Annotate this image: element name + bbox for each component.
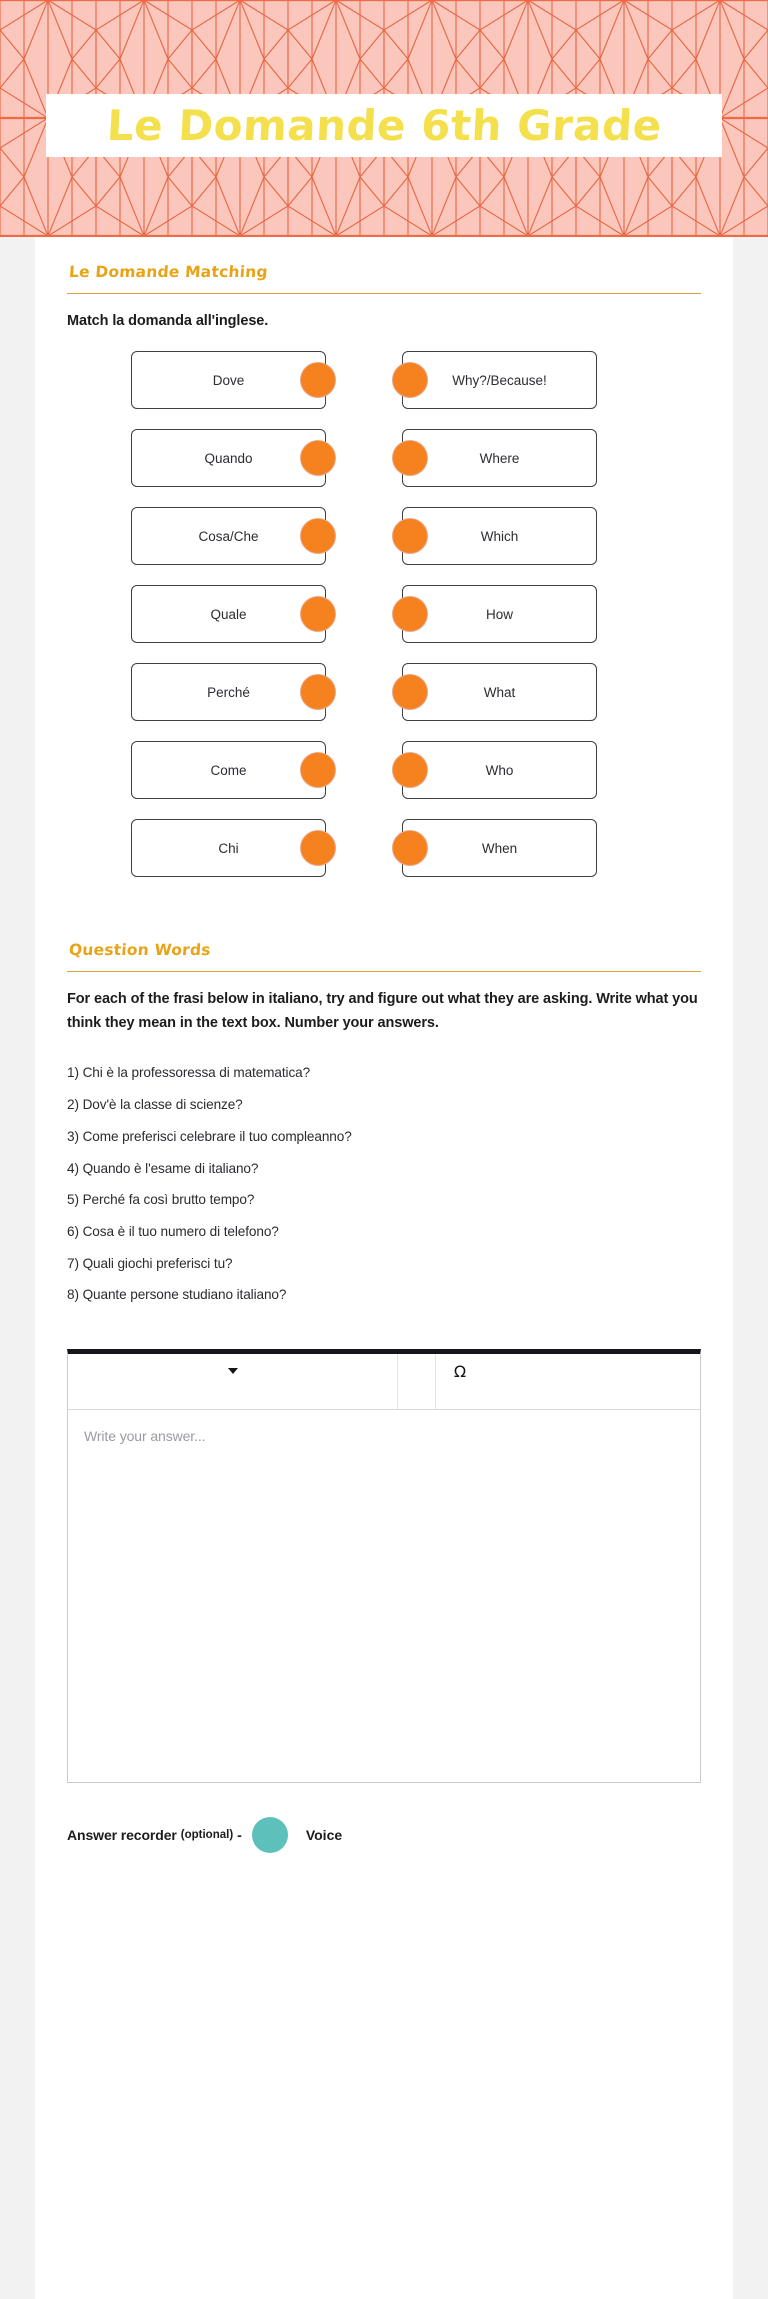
match-right-label: How (402, 585, 597, 643)
match-right-item[interactable] (402, 351, 597, 409)
question-words-heading: Question Words (68, 941, 212, 960)
question-words-section (67, 941, 701, 1305)
match-right-label: Who (402, 741, 597, 799)
match-right-label: What (402, 663, 597, 721)
match-connector-dot-left[interactable] (300, 752, 336, 788)
match-connector-dot-right[interactable] (392, 830, 428, 866)
match-connector-dot-left[interactable] (300, 596, 336, 632)
matching-instruction: Match la domanda all'inglese. (67, 313, 269, 329)
voice-label: Voice (305, 1827, 343, 1844)
match-connector-dot-left[interactable] (300, 440, 336, 476)
match-connector-dot-right[interactable] (392, 752, 428, 788)
match-connector-dot-left[interactable] (300, 830, 336, 866)
match-right-item[interactable] (402, 507, 597, 565)
question-words-instruction: For each of the frasi below in italiano, try and figure out what they are asking. Write what you think they mean in the text box. Number your answers. (67, 991, 698, 1031)
match-left-label: Quale (131, 585, 326, 643)
match-left-item[interactable] (131, 351, 326, 409)
list-item: 8) Quante persone studiano italiano? (67, 1287, 287, 1303)
matching-section (67, 263, 701, 891)
match-right-label: When (402, 819, 597, 877)
match-connector-dot-right[interactable] (392, 518, 428, 554)
match-connector-dot-left[interactable] (300, 674, 336, 710)
answer-editor (67, 1349, 701, 1783)
match-left-label: Come (131, 741, 326, 799)
question-list (67, 1063, 701, 1305)
match-connector-dot-left[interactable] (300, 362, 336, 398)
match-left-item[interactable] (131, 741, 326, 799)
match-left-item[interactable] (131, 429, 326, 487)
special-character-button[interactable]: Ω (453, 1362, 467, 1382)
match-row (67, 585, 701, 643)
page-title: Le Domande 6th Grade (105, 100, 663, 150)
match-left-item[interactable] (131, 663, 326, 721)
match-connector-dot-left[interactable] (300, 518, 336, 554)
match-row (67, 741, 701, 799)
match-left-label: Dove (131, 351, 326, 409)
answer-textarea[interactable] (68, 1410, 700, 1782)
answer-recorder-dash: - (237, 1827, 242, 1844)
worksheet-card (35, 237, 733, 2299)
answer-recorder-optional: (optional) (180, 1829, 234, 1842)
match-right-item[interactable] (402, 663, 597, 721)
match-right-item[interactable] (402, 819, 597, 877)
match-left-label: Cosa/Che (131, 507, 326, 565)
matching-heading-divider (67, 293, 701, 294)
editor-toolbar (68, 1354, 700, 1410)
match-left-item[interactable] (131, 507, 326, 565)
match-left-label: Chi (131, 819, 326, 877)
list-item: 6) Cosa è il tuo numero di telefono? (67, 1223, 279, 1239)
chevron-down-icon (228, 1368, 238, 1374)
match-right-item[interactable] (402, 585, 597, 643)
list-item: 5) Perché fa così brutto tempo? (67, 1192, 255, 1208)
title-plate (46, 94, 722, 157)
match-left-item[interactable] (131, 819, 326, 877)
match-right-label: Which (402, 507, 597, 565)
match-right-label: Where (402, 429, 597, 487)
text-style-dropdown[interactable] (68, 1354, 398, 1409)
list-item: 1) Chi è la professoressa di matematica? (67, 1065, 311, 1081)
matching-grid (67, 351, 701, 891)
toolbar-divider (398, 1354, 436, 1409)
answer-placeholder: Write your answer... (84, 1428, 206, 1445)
match-row (67, 351, 701, 409)
match-row (67, 429, 701, 487)
match-left-label: Quando (131, 429, 326, 487)
matching-section-heading: Le Domande Matching (68, 263, 269, 281)
match-connector-dot-right[interactable] (392, 440, 428, 476)
match-left-item[interactable] (131, 585, 326, 643)
answer-recorder-row (67, 1817, 701, 1853)
match-right-item[interactable] (402, 741, 597, 799)
list-item: 7) Quali giochi preferisci tu? (67, 1255, 233, 1271)
match-right-label: Why?/Because! (402, 351, 597, 409)
list-item: 2) Dov'è la classe di scienze? (67, 1097, 243, 1113)
match-left-label: Perché (131, 663, 326, 721)
match-connector-dot-right[interactable] (392, 362, 428, 398)
match-connector-dot-right[interactable] (392, 596, 428, 632)
match-row (67, 507, 701, 565)
match-right-item[interactable] (402, 429, 597, 487)
list-item: 3) Come preferisci celebrare il tuo compleanno? (67, 1128, 352, 1144)
question-words-divider (67, 971, 701, 972)
match-connector-dot-right[interactable] (392, 674, 428, 710)
match-row (67, 819, 701, 877)
voice-record-button[interactable] (252, 1817, 288, 1853)
match-row (67, 663, 701, 721)
list-item: 4) Quando è l'esame di italiano? (67, 1160, 259, 1176)
header-banner (0, 0, 768, 237)
answer-recorder-label: Answer recorder (67, 1827, 177, 1844)
